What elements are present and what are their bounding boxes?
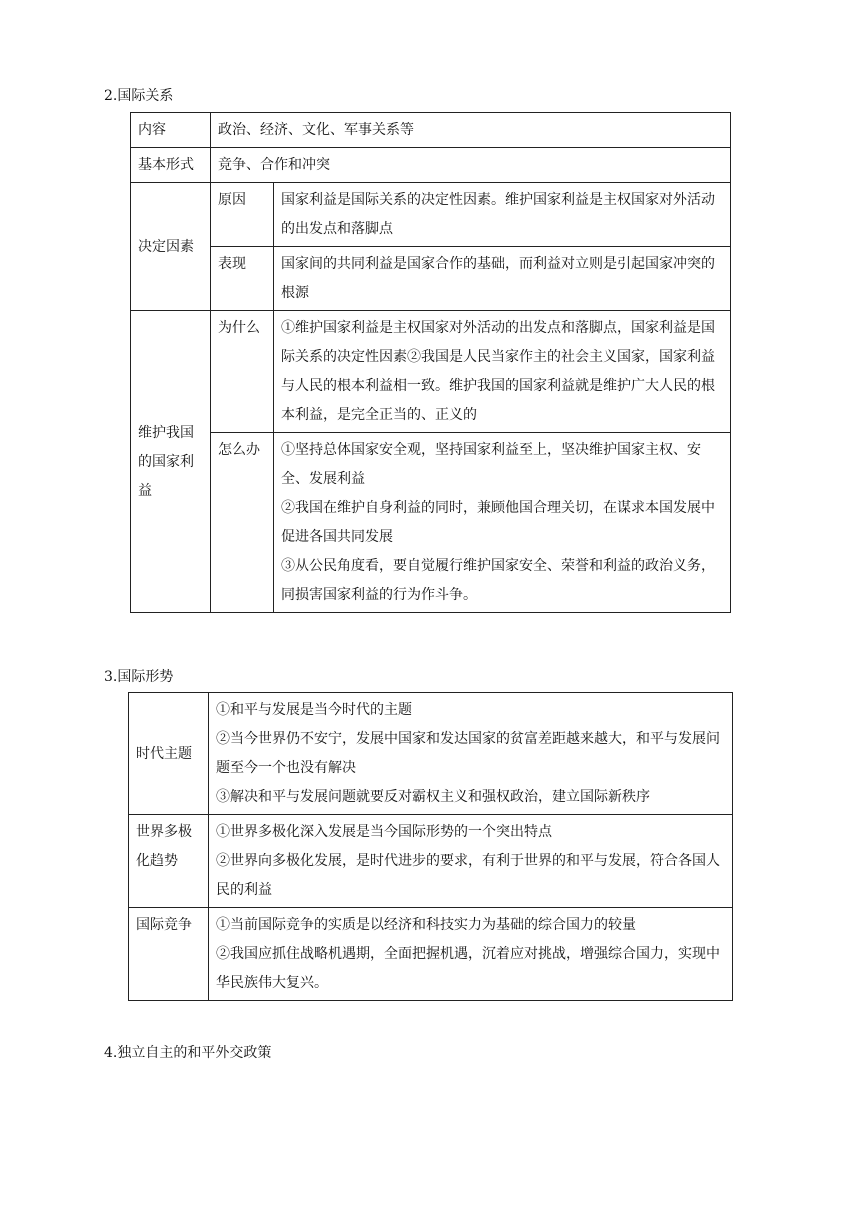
row-label-competition: 国际竞争 (129, 908, 209, 1001)
sub-label-manifestation: 表现 (211, 247, 274, 311)
row-label-basic-form: 基本形式 (131, 148, 211, 183)
table-row (131, 148, 731, 183)
list-item: ①当前国际竞争的实质是以经济和科技实力为基础的综合国力的较量 (216, 917, 636, 933)
sub-value-reason: 国家利益是国际关系的决定性因素。维护国家利益是主权国家对外活动的出发点和落脚点 (274, 183, 731, 247)
table-row (131, 113, 731, 148)
row-value-content: 政治、经济、文化、军事关系等 (211, 113, 731, 148)
international-relations-table (130, 112, 731, 613)
section-heading-international-situation: 3.国际形势 (104, 669, 174, 685)
list-item: ①世界多极化深入发展是当今国际形势的一个突出特点 (216, 824, 552, 840)
list-item: ②我国在维护自身利益的同时，兼顾他国合理关切，在谋求本国发展中促进各国共同发展 (281, 500, 715, 545)
section-heading-international-relations: 2.国际关系 (104, 88, 174, 104)
table-row (131, 311, 731, 433)
row-label-era-theme: 时代主题 (129, 693, 209, 815)
sub-value-how (274, 433, 731, 613)
row-label-multipolarity: 世界多极化趋势 (129, 815, 209, 908)
sub-label-why: 为什么 (211, 311, 274, 433)
list-item: ②世界向多极化发展，是时代进步的要求，有利于世界的和平与发展，符合各国人民的利益 (216, 853, 720, 898)
list-item: ①坚持总体国家安全观，坚持国家利益至上，坚决维护国家主权、安全、发展利益 (281, 442, 701, 487)
section-heading-foreign-policy: 4.独立自主的和平外交政策 (104, 1045, 272, 1061)
list-item: ③解决和平与发展问题就要反对霸权主义和强权政治，建立国际新秩序 (216, 789, 650, 805)
row-value-basic-form: 竞争、合作和冲突 (211, 148, 731, 183)
international-situation-table (128, 692, 733, 1001)
sub-value-why: ①维护国家利益是主权国家对外活动的出发点和落脚点，国家利益是国际关系的决定性因素②我国是人民当家作主的社会主义国家，国家利益与人民的根本利益相一致。维护我国的国家利益就是维护广大人民的根本利益，是完全正当的、正义的 (274, 311, 731, 433)
row-label-content: 内容 (131, 113, 211, 148)
row-label-determining-factor: 决定因素 (131, 183, 211, 311)
sub-label-how: 怎么办 (211, 433, 274, 613)
list-item: ②我国应抓住战略机遇期，全面把握机遇，沉着应对挑战，增强综合国力，实现中华民族伟大复兴。 (216, 946, 720, 991)
sub-value-manifestation: 国家间的共同利益是国家合作的基础，而利益对立则是引起国家冲突的根源 (274, 247, 731, 311)
row-value-competition (209, 908, 733, 1001)
table-row (129, 815, 733, 908)
list-item: ②当今世界仍不安宁，发展中国家和发达国家的贫富差距越来越大，和平与发展问题至今一个也没有解决 (216, 731, 720, 776)
table-row (129, 908, 733, 1001)
table-row (131, 433, 731, 613)
row-value-era-theme (209, 693, 733, 815)
list-item: ①和平与发展是当今时代的主题 (216, 702, 412, 718)
row-label-safeguard-interests: 维护我国的国家利益 (131, 311, 211, 613)
table-row (131, 247, 731, 311)
table-row (131, 183, 731, 247)
sub-label-reason: 原因 (211, 183, 274, 247)
row-value-multipolarity (209, 815, 733, 908)
list-item: ③从公民角度看，要自觉履行维护国家安全、荣誉和利益的政治义务，同损害国家利益的行为作斗争。 (281, 558, 715, 603)
table-row (129, 693, 733, 815)
